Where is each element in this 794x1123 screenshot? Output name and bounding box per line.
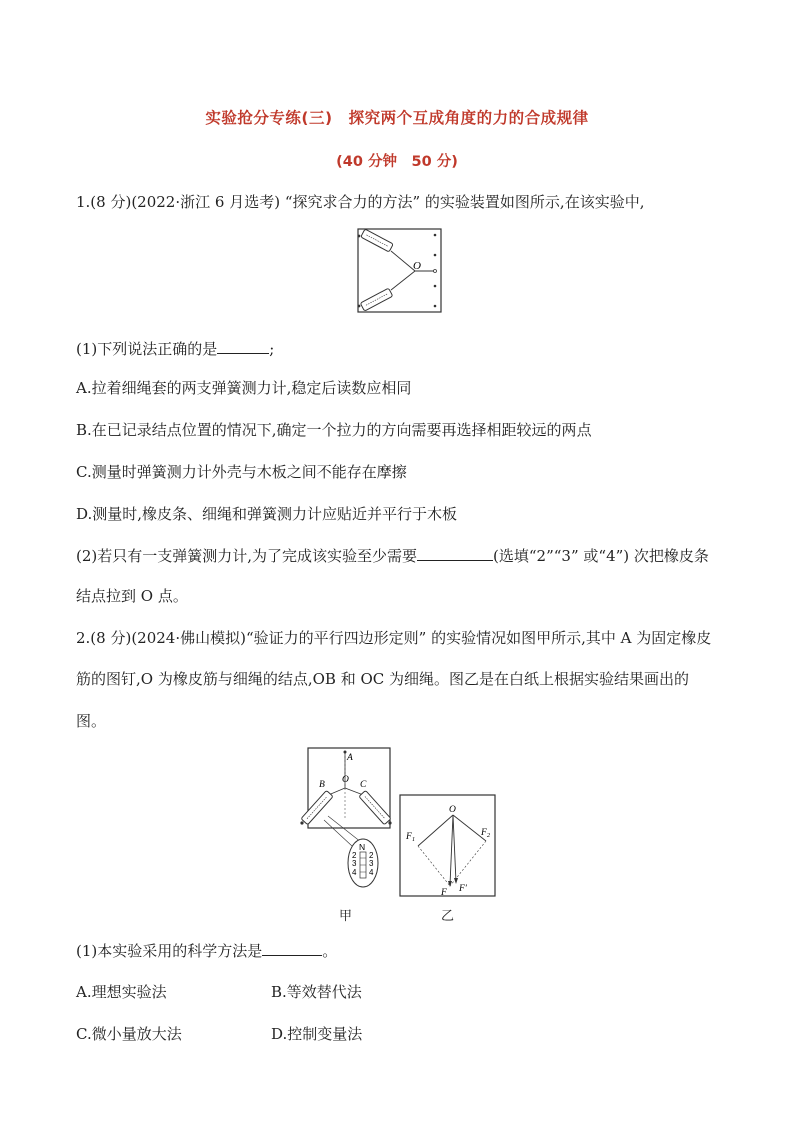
scale-tick-left: 3 — [352, 859, 357, 868]
scale-tick-right: 3 — [369, 859, 374, 868]
scale-tick-right: 2 — [369, 851, 374, 860]
page-subtitle: (40 分钟 50 分) — [336, 154, 458, 170]
q1-part2: (2)若只有一支弹簧测力计,为了完成该实验至少需要 (选填“2”“3” 或“4”) 次把橡皮条 — [76, 547, 709, 565]
spring-scale-lower — [360, 288, 392, 311]
answer-blank[interactable] — [417, 546, 493, 561]
spring-scale-upper — [361, 229, 393, 252]
spring-scale-right — [359, 790, 391, 824]
q1-part1: (1)下列说法正确的是 ; — [76, 340, 275, 358]
label-F1: $F_1$ — [406, 832, 416, 843]
spring-scale-left — [301, 790, 333, 824]
q2-figure-yi — [398, 793, 498, 899]
q1-figure-point-O: O — [413, 260, 421, 272]
label-A: A — [347, 753, 353, 763]
q2-stem-line2: 筋的图钉,O 为橡皮筋与细绳的结点,OB 和 OC 为细绳。图乙是在白纸上根据实验结果画出的 — [76, 670, 690, 688]
label-B: B — [319, 780, 325, 790]
scale-tick-left: 4 — [352, 868, 357, 877]
label-F-prime: F′ — [459, 884, 467, 894]
q1-option-d: D.测量时,橡皮条、细绳和弹簧测力计应贴近并平行于木板 — [76, 505, 458, 523]
q1-option-a: A.拉着细绳套的两支弹簧测力计,稳定后读数应相同 — [76, 379, 412, 397]
q2-stem-line1: 2.(8 分)(2024·佛山模拟)“验证力的平行四边形定则” 的实验情况如图甲所示,其中 A 为固定橡皮 — [76, 629, 712, 647]
q2-option-d: D.控制变量法 — [271, 1025, 363, 1043]
q2-option-a: A.理想实验法 — [76, 983, 167, 1001]
q2-part1: (1)本实验采用的科学方法是 。 — [76, 942, 338, 960]
answer-blank[interactable] — [217, 339, 269, 354]
caption-yi: 乙 — [441, 909, 455, 924]
q2-option-b: B.等效替代法 — [271, 983, 362, 1001]
q1-option-c: C.测量时弹簧测力计外壳与木板之间不能存在摩擦 — [76, 463, 407, 481]
scale-tick-right: 4 — [369, 868, 374, 877]
answer-blank[interactable] — [262, 941, 322, 956]
label-F: F — [441, 888, 447, 898]
q1-figure — [355, 226, 445, 318]
label-O: O — [342, 775, 349, 785]
caption-jia: 甲 — [339, 909, 353, 924]
q1-part2-line2: 结点拉到 O 点。 — [76, 587, 188, 605]
scale-tick-left: 2 — [352, 851, 357, 860]
label-O: O — [449, 805, 456, 815]
q1-stem: 1.(8 分)(2022·浙江 6 月选考) “探究求合力的方法” 的实验装置如图所示,在该实验中, — [76, 193, 645, 211]
q1-option-b: B.在已记录结点位置的情况下,确定一个拉力的方向需要再选择相距较远的两点 — [76, 421, 592, 439]
scale-unit-N: N — [359, 842, 366, 852]
label-C: C — [360, 780, 367, 790]
label-F2: $F_2$ — [481, 828, 491, 839]
q2-option-c: C.微小量放大法 — [76, 1025, 182, 1043]
q2-figure-jia — [296, 746, 396, 894]
q2-stem-line3: 图。 — [76, 712, 107, 730]
page-title: 实验抢分专练(三) 探究两个互成角度的力的合成规律 — [205, 109, 589, 127]
